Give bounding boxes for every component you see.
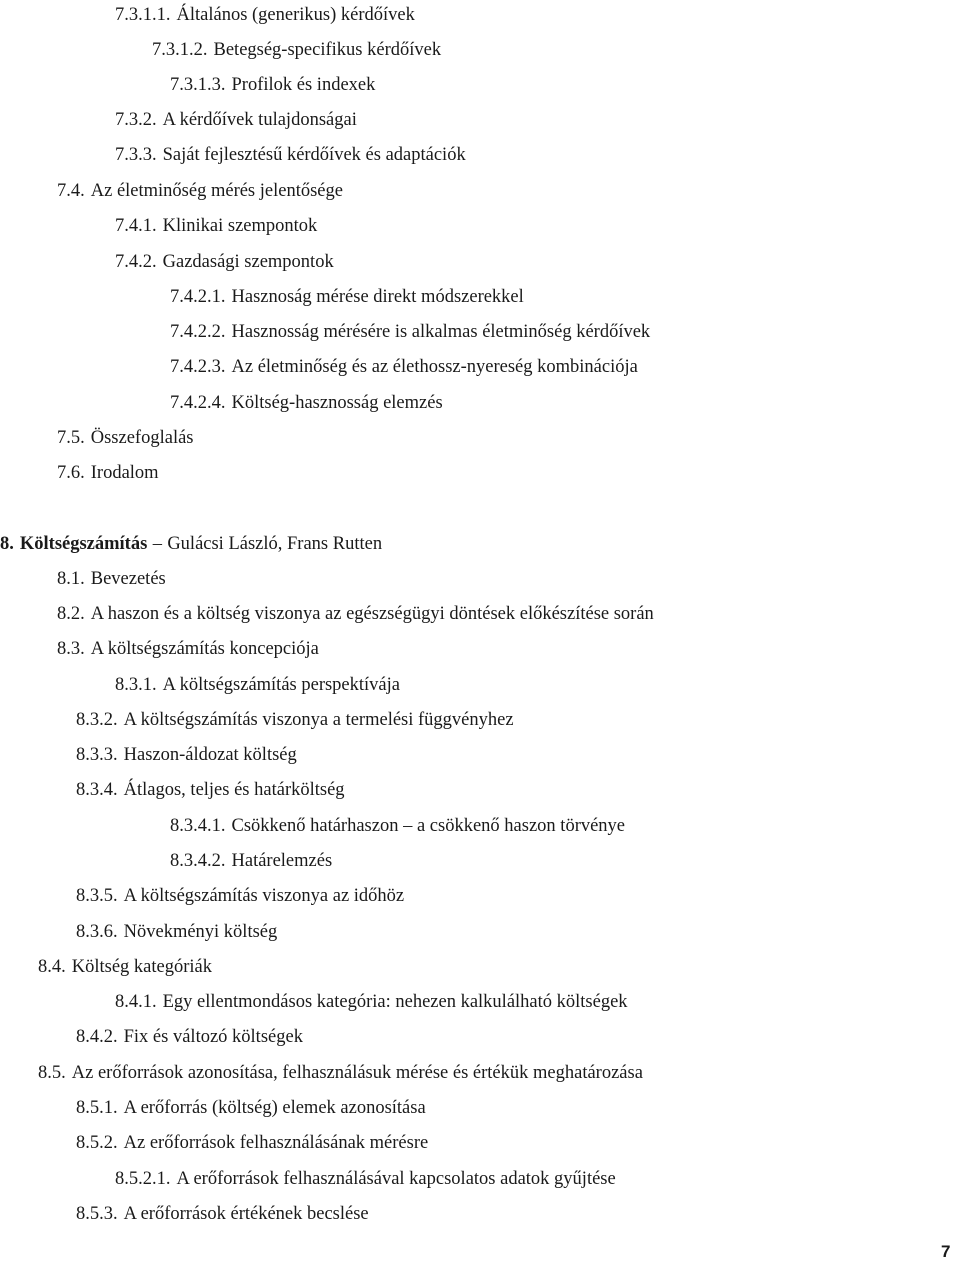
toc-entry [115,143,466,167]
toc-entry [170,285,524,309]
toc-entry-title: A erőforrás (költség) elemek azonosítása [123,1098,426,1118]
toc-entry-number: 8. [0,534,14,554]
toc-entry-number: 8.3.1. [115,675,157,695]
toc-entry-number: 8.5. [38,1063,66,1083]
toc-entry [76,1131,428,1155]
toc-entry-title: Átlagos, teljes és határköltség [123,780,345,800]
toc-entry-title: Költség-hasznosság elemzés [231,393,443,413]
toc-entry-title: Csökkenő határhaszon – a csökkenő haszon törvénye [231,816,626,836]
toc-entry-number: 8.3.3. [76,745,118,765]
toc-entry [115,3,415,27]
toc-entry-number: 8.3.4. [76,780,118,800]
toc-entry-title: Az életminőség mérés jelentősége [90,181,343,201]
toc-entry [115,1167,616,1191]
toc-entry-number: 8.4.2. [76,1027,118,1047]
toc-entry-title: Költségszámítás [19,534,148,554]
toc-entry-number: 7.3.1.2. [152,40,208,60]
toc-entry-number: 8.5.1. [76,1098,118,1118]
toc-entry-number: 7.4.2.4. [170,393,226,413]
toc-entry-number: 8.3.4.1. [170,816,226,836]
toc-entry-number: 8.3.4.2. [170,851,226,871]
toc-entry [76,743,297,767]
toc-entry-number: 7.4. [57,181,85,201]
toc-entry [115,250,334,274]
toc-entry [76,1096,426,1120]
toc-entry [76,1025,303,1049]
toc-entry-title: Hasznoság mérése direkt módszerekkel [231,287,524,307]
toc-entry-title: A költségszámítás koncepciója [90,639,319,659]
toc-entry-title: A kérdőívek tulajdonságai [162,110,357,130]
toc-entry [170,391,443,415]
toc-entry-number: 7.3.2. [115,110,157,130]
toc-entry-number: 8.4.1. [115,992,157,1012]
toc-entry-title: A költségszámítás perspektívája [162,675,400,695]
toc-entry [0,532,382,556]
toc-entry-number: 7.4.2.3. [170,357,226,377]
toc-entry-number: 7.3.1.1. [115,5,171,25]
toc-entry [38,955,212,979]
toc-entry-number: 7.4.2.2. [170,322,226,342]
toc-entry-number: 8.3.5. [76,886,118,906]
toc-entry-title: Összefoglalás [90,428,194,448]
toc-entry-title: Klinikai szempontok [162,216,318,236]
toc-entry-title: Bevezetés [90,569,166,589]
toc-entry-title: Költség kategóriák [71,957,212,977]
toc-entry-title: Profilok és indexek [231,75,376,95]
toc-entry-number: 7.5. [57,428,85,448]
toc-entry [76,1202,369,1226]
toc-entry-number: 8.4. [38,957,66,977]
toc-entry-title: A erőforrások felhasználásával kapcsolatos adatok gyűjtése [176,1169,616,1189]
toc-entry [38,1061,643,1085]
toc-entry [170,814,625,838]
toc-entry [57,567,166,591]
toc-entry-title: Irodalom [90,463,159,483]
toc-entry-title: Betegség-specifikus kérdőívek [213,40,442,60]
toc-entry-title: Az erőforrások felhasználásának mérésre [123,1133,429,1153]
toc-entry [170,73,375,97]
toc-entry [57,179,343,203]
toc-entry-title: Az életminőség és az élethossz-nyereség kombinációja [231,357,638,377]
toc-entry-title: Haszon-áldozat költség [123,745,297,765]
toc-entry-number: 7.4.2.1. [170,287,226,307]
toc-entry-title: Egy ellentmondásos kategória: nehezen kalkulálható költségek [162,992,628,1012]
toc-entry [115,108,357,132]
toc-entry-title: A költségszámítás viszonya az időhöz [123,886,405,906]
toc-entry-number: 7.4.1. [115,216,157,236]
toc-entry [57,461,159,485]
toc-entry [57,637,319,661]
toc-entry-number: 8.3.2. [76,710,118,730]
toc-entry [115,214,317,238]
toc-entry [170,849,332,873]
toc-entry [115,673,400,697]
toc-entry-title: Saját fejlesztésű kérdőívek és adaptációk [162,145,466,165]
toc-entry-number: 8.1. [57,569,85,589]
toc-entry [57,426,194,450]
toc-entry-number: 8.5.2. [76,1133,118,1153]
toc-entry-title: Növekményi költség [123,922,278,942]
toc-entry-title: A költségszámítás viszonya a termelési függvényhez [123,710,514,730]
toc-entry [57,602,654,626]
toc-entry [152,38,441,62]
toc-entry-number: 7.6. [57,463,85,483]
page-number: 7 [941,1242,951,1261]
toc-entry-title: A haszon és a költség viszonya az egészségügyi döntések előkészítése során [90,604,654,624]
toc-entry [76,920,277,944]
author-separator-dash: – [152,534,162,554]
toc-entry-number: 8.3. [57,639,85,659]
toc-entry-number: 7.3.1.3. [170,75,226,95]
toc-entry [76,708,514,732]
toc-entry [76,884,404,908]
toc-entry [170,355,638,379]
toc-entry-title: Általános (generikus) kérdőívek [176,5,415,25]
toc-entry-title: Az erőforrások azonosítása, felhasználásuk mérése és értékük meghatározása [71,1063,643,1083]
toc-entry-number: 8.2. [57,604,85,624]
toc-entry-number: 8.5.2.1. [115,1169,171,1189]
toc-entry [115,990,628,1014]
toc-entry-title: Gazdasági szempontok [162,252,334,272]
toc-entry-title: Hasznosság mérésére is alkalmas életminőség kérdőívek [231,322,651,342]
toc-entry-number: 7.3.3. [115,145,157,165]
toc-entry-title: Fix és változó költségek [123,1027,303,1047]
toc-entry-author: Gulácsi László, Frans Rutten [167,534,383,554]
toc-entry-number: 8.5.3. [76,1204,118,1224]
toc-entry-title: Határelemzés [231,851,333,871]
toc-entry-title: A erőforrások értékének becslése [123,1204,369,1224]
toc-entry [76,778,345,802]
toc-entry-number: 7.4.2. [115,252,157,272]
toc-entry-number: 8.3.6. [76,922,118,942]
toc-entry [170,320,650,344]
